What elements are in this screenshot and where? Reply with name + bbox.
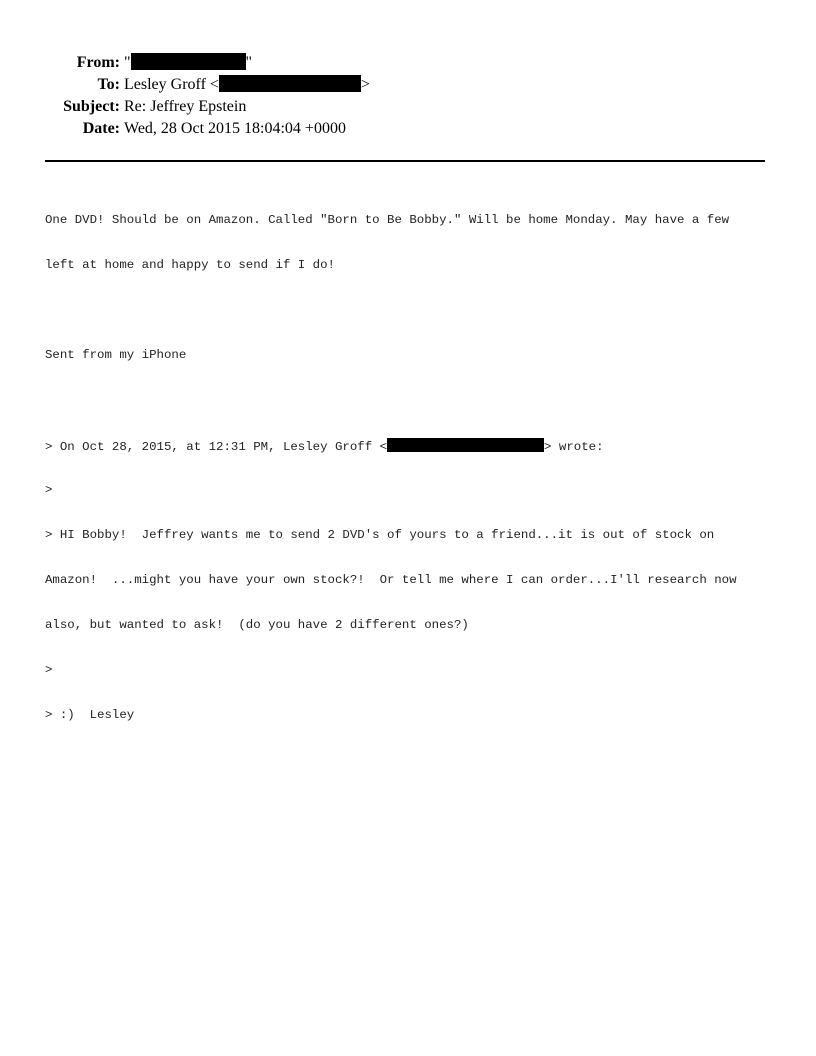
quote-line: Amazon! ...might you have your own stock?! Or tell me where I can order...I'll research now bbox=[45, 573, 737, 587]
redaction-block bbox=[131, 53, 246, 70]
subject-label: Subject: bbox=[63, 98, 120, 115]
redaction-block bbox=[387, 438, 544, 452]
date-label: Date: bbox=[82, 120, 120, 137]
quote-signoff: > :) Lesley bbox=[45, 708, 135, 722]
from-value bbox=[124, 52, 252, 74]
to-label: To: bbox=[97, 76, 120, 93]
to-name: Lesley Groff < bbox=[124, 76, 219, 93]
signature-line: Sent from my iPhone bbox=[45, 348, 187, 362]
subject-value: Re: Jeffrey Epstein bbox=[124, 98, 247, 115]
from-label: From: bbox=[76, 54, 120, 71]
body-line: One DVD! Should be on Amazon. Called "Born to Be Bobby." Will be home Monday. May have a few bbox=[45, 213, 730, 227]
quote-line: > bbox=[45, 663, 53, 677]
from-close-quote: " bbox=[245, 54, 253, 71]
header-divider bbox=[45, 160, 765, 162]
quote-line: > bbox=[45, 483, 53, 497]
quote-intro-prefix: > On Oct 28, 2015, at 12:31 PM, Lesley Groff < bbox=[45, 440, 388, 454]
to-close: > bbox=[360, 76, 370, 93]
body-line: left at home and happy to send if I do! bbox=[45, 258, 335, 272]
date-value: Wed, 28 Oct 2015 18:04:04 +0000 bbox=[124, 120, 346, 137]
redaction-block bbox=[219, 75, 361, 92]
quote-line: also, but wanted to ask! (do you have 2 different ones?) bbox=[45, 618, 469, 632]
quote-intro bbox=[45, 438, 785, 453]
quote-intro-suffix: > wrote: bbox=[544, 440, 604, 454]
quote-line: > HI Bobby! Jeffrey wants me to send 2 DVD's of yours to a friend...it is out of stock on bbox=[45, 528, 715, 542]
email-body bbox=[45, 183, 785, 738]
to-value bbox=[124, 74, 370, 96]
from-open-quote: " bbox=[124, 54, 131, 71]
